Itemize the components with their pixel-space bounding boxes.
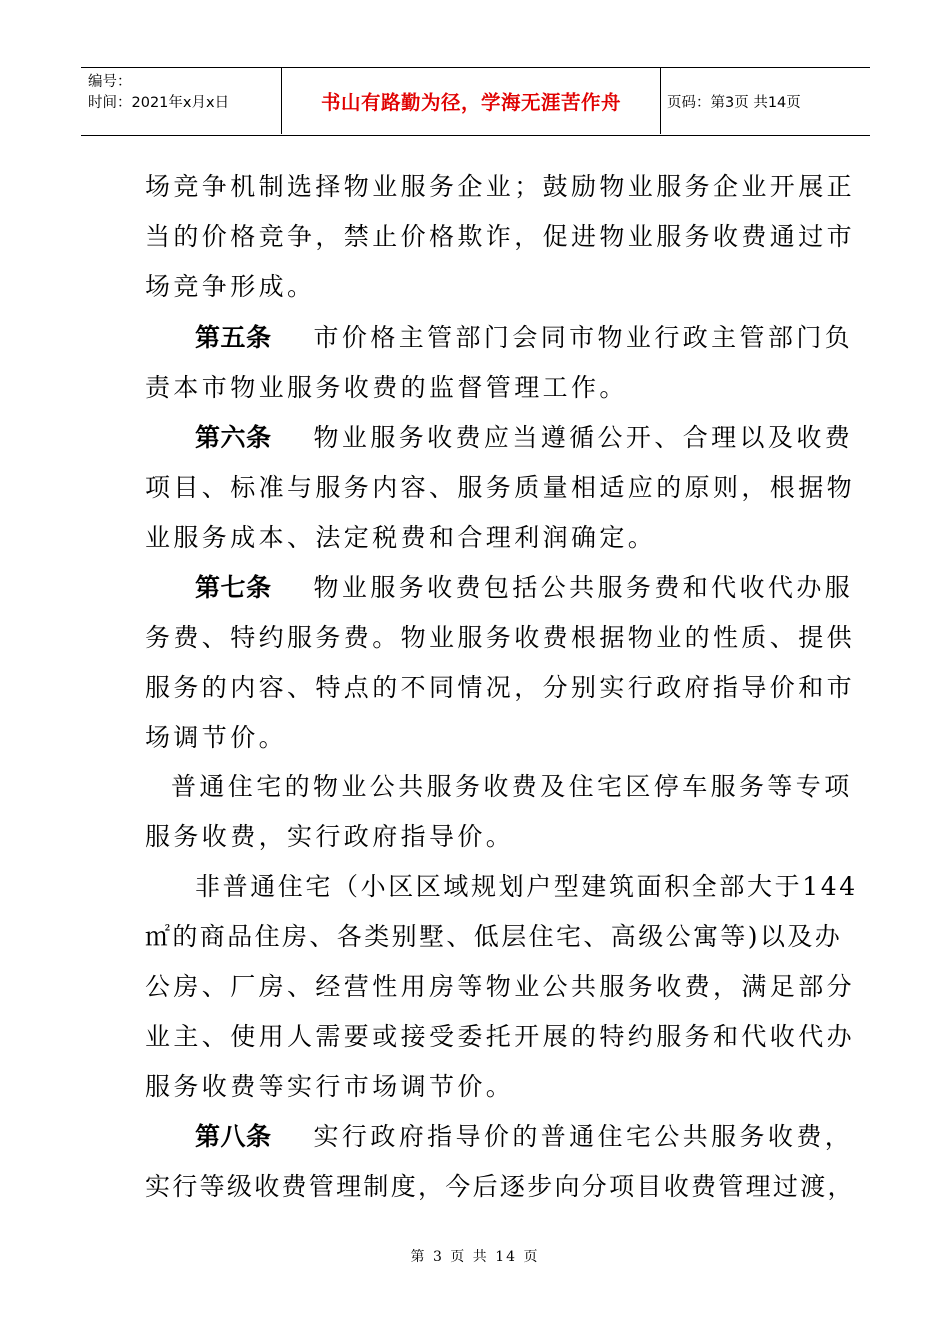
article-7-title: 第七条	[195, 573, 272, 602]
page-info-text: 页码：第3页 共14页	[667, 94, 801, 111]
text-line: 非普通住宅（小区区域规划户型建筑面积全部大于144	[195, 872, 858, 901]
header-page-info	[667, 68, 801, 134]
article-text: 物业服务收费包括公共服务费和代收代办服	[313, 573, 854, 602]
text-line: 实行等级收费管理制度，今后逐步向分项目收费管理过渡，	[145, 1172, 855, 1201]
text-line: 公房、厂房、经营性用房等物业公共服务收费，满足部分	[145, 972, 856, 1001]
header-meta	[88, 72, 229, 114]
article-text: 市价格主管部门会同市物业行政主管部门负	[313, 323, 854, 352]
header-motto-cell	[281, 68, 661, 134]
text-line: 场竞争形成。	[145, 272, 316, 301]
article-line	[195, 423, 853, 453]
text-line: 务费、特约服务费。物业服务收费根据物业的性质、提供	[145, 623, 856, 652]
article-6-title: 第六条	[195, 423, 272, 452]
time-label: 时间：2021年x月x日	[88, 95, 230, 111]
article-line	[195, 1122, 853, 1152]
article-text: 物业服务收费应当遵循公开、合理以及收费	[313, 423, 854, 452]
page-footer	[0, 1246, 950, 1266]
text-line: 项目、标准与服务内容、服务质量相适应的原则，根据物	[145, 473, 856, 502]
document-header	[81, 67, 870, 136]
text-line: 服务收费，实行政府指导价。	[145, 822, 515, 851]
footer-page-number: 第 3 页 共 14 页	[410, 1249, 540, 1265]
text-line: 服务的内容、特点的不同情况，分别实行政府指导价和市	[145, 673, 856, 702]
text-line: 责本市物业服务收费的监督管理工作。	[145, 373, 628, 402]
text-line: 当的价格竞争，禁止价格欺诈，促进物业服务收费通过市	[145, 222, 856, 251]
article-line	[195, 573, 853, 603]
text-line: ㎡的商品住房、各类别墅、低层住宅、高级公寓等)以及办	[145, 922, 843, 951]
text-line: 场调节价。	[145, 723, 288, 752]
text-line: 场竞争机制选择物业服务企业；鼓励物业服务企业开展正	[145, 172, 856, 201]
number-label: 编号：	[88, 74, 132, 90]
text-line: 服务收费等实行市场调节价。	[145, 1072, 515, 1101]
article-text: 实行政府指导价的普通住宅公共服务收费，	[313, 1122, 854, 1151]
article-line	[195, 323, 853, 353]
text-line: 普通住宅的物业公共服务收费及住宅区停车服务等专项	[171, 772, 853, 801]
article-5-title: 第五条	[195, 323, 272, 352]
text-line: 业主、使用人需要或接受委托开展的特约服务和代收代办	[145, 1022, 856, 1051]
text-line: 业服务成本、法定税费和合理利润确定。	[145, 523, 657, 552]
article-8-title: 第八条	[195, 1122, 272, 1151]
motto-text: 书山有路勤为径，学海无涯苦作舟	[320, 91, 621, 114]
